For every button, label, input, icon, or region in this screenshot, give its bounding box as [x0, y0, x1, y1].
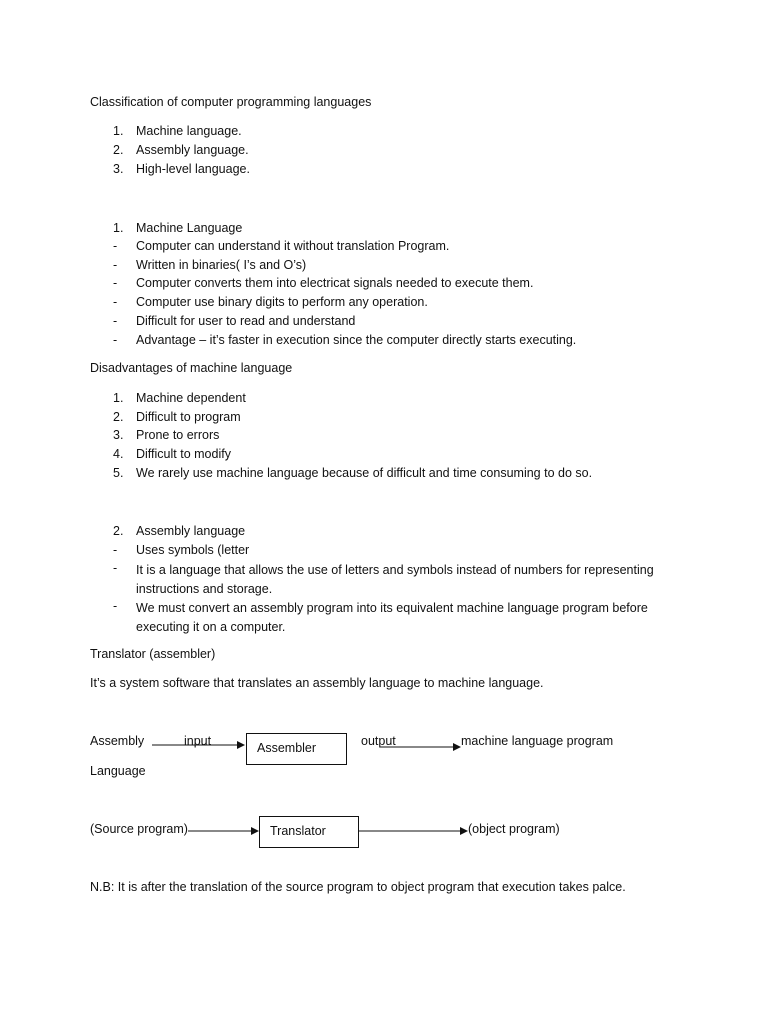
- document-title: Classification of computer programming languages: [90, 95, 372, 109]
- assembler-box: Assembler: [246, 733, 347, 765]
- bullet-text: It is a language that allows the use of letters and symbols instead of numbers for representing instructions and storage.: [136, 563, 654, 596]
- list-marker: 3.: [113, 428, 124, 442]
- arrowhead-icon: [237, 741, 245, 749]
- assembly-label: Assembly: [90, 734, 145, 748]
- machine-program-label: machine language program: [461, 734, 614, 748]
- list-text: We rarely use machine language because of difficult and time consuming to do so.: [136, 466, 593, 480]
- note-text: N.B: It is after the translation of the source program to object program that execution takes palce.: [90, 880, 626, 894]
- language-label: Language: [90, 764, 146, 778]
- bullet-text: Computer converts them into electricat signals needed to execute them.: [136, 276, 534, 290]
- bullet-marker: -: [113, 276, 118, 290]
- arrowhead-icon: [251, 827, 259, 835]
- list-text: Difficult to modify: [136, 447, 231, 461]
- list-marker: 3.: [113, 162, 124, 176]
- bullet-marker: -: [113, 333, 118, 347]
- bullet-text: Computer can understand it without translation Program.: [136, 239, 450, 253]
- list-marker: 2.: [113, 143, 124, 157]
- section-title: Assembly language: [136, 524, 246, 538]
- bullet-marker: -: [113, 258, 118, 272]
- arrowhead-icon: [453, 743, 461, 751]
- bullet-marker: -: [113, 314, 118, 328]
- list-marker: 4.: [113, 447, 124, 461]
- list-marker: 2.: [113, 410, 124, 424]
- list-marker: 5.: [113, 466, 124, 480]
- input-label: input: [184, 734, 212, 748]
- list-text: Machine language.: [136, 124, 242, 138]
- list-text: Prone to errors: [136, 428, 220, 442]
- object-program-label: (object program): [468, 822, 560, 836]
- bullet-text: Advantage – it’s faster in execution since the computer directly starts executing.: [136, 333, 577, 347]
- list-text: Machine dependent: [136, 391, 246, 405]
- bullet-text: Computer use binary digits to perform any operation.: [136, 295, 428, 309]
- list-text: High-level language.: [136, 162, 250, 176]
- arrowhead-icon: [460, 827, 468, 835]
- bullet-marker: -: [113, 295, 118, 309]
- section-title: Machine Language: [136, 221, 243, 235]
- bullet-text: We must convert an assembly program into its equivalent machine language program before executing it on a computer.: [136, 601, 648, 634]
- translator-heading: Translator (assembler): [90, 647, 216, 661]
- list-marker: 1.: [113, 391, 124, 405]
- translator-description: It’s a system software that translates an assembly language to machine language.: [90, 676, 544, 690]
- source-program-label: (Source program): [90, 822, 188, 836]
- bullet-marker: -: [113, 561, 118, 575]
- list-text: Difficult to program: [136, 410, 241, 424]
- bullet-text: Written in binaries( I’s and O’s): [136, 258, 307, 272]
- list-text: Assembly language.: [136, 143, 249, 157]
- section-marker: 2.: [113, 524, 124, 538]
- bullet-marker: -: [113, 239, 118, 253]
- bullet-text: Difficult for user to read and understand: [136, 314, 356, 328]
- bullet-text: Uses symbols (letter: [136, 543, 250, 557]
- output-label: output: [361, 734, 396, 748]
- list-marker: 1.: [113, 124, 124, 138]
- disadvantages-heading: Disadvantages of machine language: [90, 361, 293, 375]
- bullet-marker: -: [113, 599, 118, 613]
- translator-box: Translator: [259, 816, 359, 848]
- bullet-marker: -: [113, 543, 118, 557]
- section-marker: 1.: [113, 221, 124, 235]
